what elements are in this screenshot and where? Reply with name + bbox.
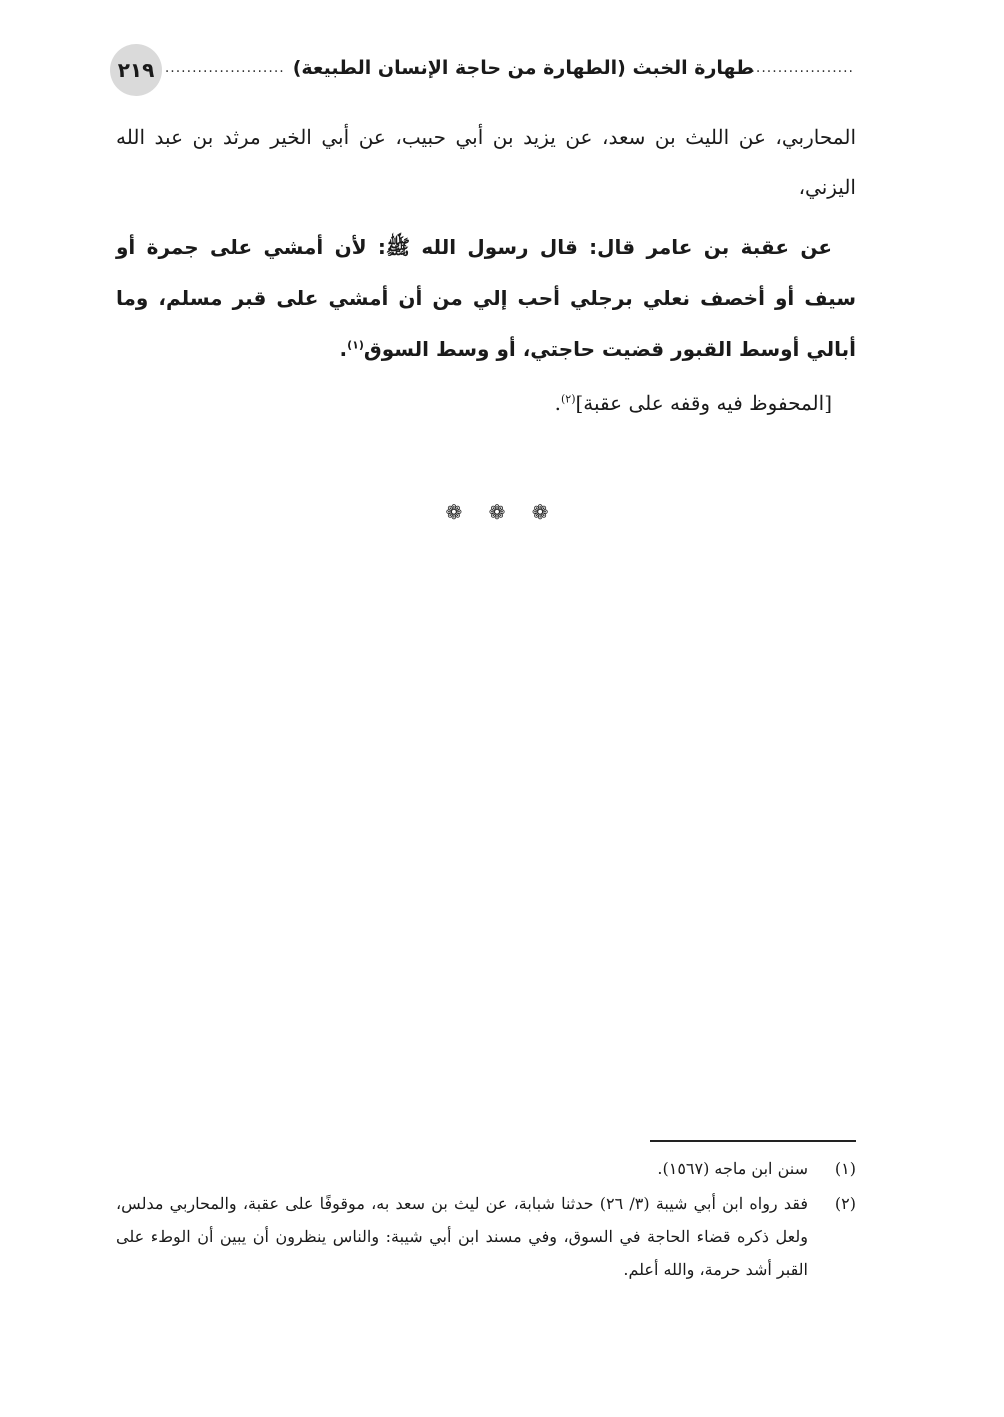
hadith-text-paragraph [116, 222, 856, 375]
footnote-text: فقد رواه ابن أبي شيبة (٣/ ٢٦) حدثنا شبابة، عن ليث بن سعد به، موقوفًا على عقبة، والمحاربي مدلس، ولعل ذكره قضاء الحاجة في السوق، وفي مسند ابن أبي شيبة: والناس ينظرون أن يبين أن الوطء على القبر أشد حرمة، والله أعلم. [116, 1194, 808, 1279]
footnote-divider [650, 1140, 856, 1142]
hadith-text: عن عقبة بن عامر قال: قال رسول الله ﷺ: لأن أمشي على جمرة أو سيف أو أخصف نعلي برجلي أحب إلي من أن أمشي على قبر مسلم، وما أبالي أوسط القبور قضيت حاجتي، أو وسط السوق [116, 235, 856, 361]
page-number: ٢١٩ [110, 44, 162, 96]
footnote-marker: (١) [834, 1159, 856, 1178]
ruling-note-end: . [554, 391, 561, 415]
footnote-ref-1[interactable]: (١) [347, 338, 364, 352]
ruling-note-paragraph [116, 380, 856, 426]
chapter-title: طهارة الخبث (الطهارة من حاجة الإنسان الطبيعة) [292, 57, 754, 79]
footnote-item [116, 1152, 856, 1185]
header-leader-dots: ................... [750, 60, 854, 76]
ruling-note: [المحفوظ فيه وقفه على عقبة] [575, 391, 832, 415]
hadith-text-end: . [339, 337, 348, 361]
footnotes-section [116, 1152, 856, 1288]
footnote-text: سنن ابن ماجه (١٥٦٧). [657, 1159, 808, 1178]
footnote-ref-2[interactable]: (٢) [560, 392, 576, 406]
section-separator-ornament: ❁ ❁ ❁ [445, 500, 559, 524]
header-trailing-dots: ...................... [164, 60, 285, 76]
running-header [164, 48, 854, 88]
footnote-marker: (٢) [834, 1194, 856, 1213]
footnote-item [116, 1187, 856, 1286]
narration-chain-paragraph: المحاربي، عن الليث بن سعد، عن يزيد بن أبي حبيب، عن أبي الخير مرثد بن عبد الله اليزني، [116, 125, 856, 199]
